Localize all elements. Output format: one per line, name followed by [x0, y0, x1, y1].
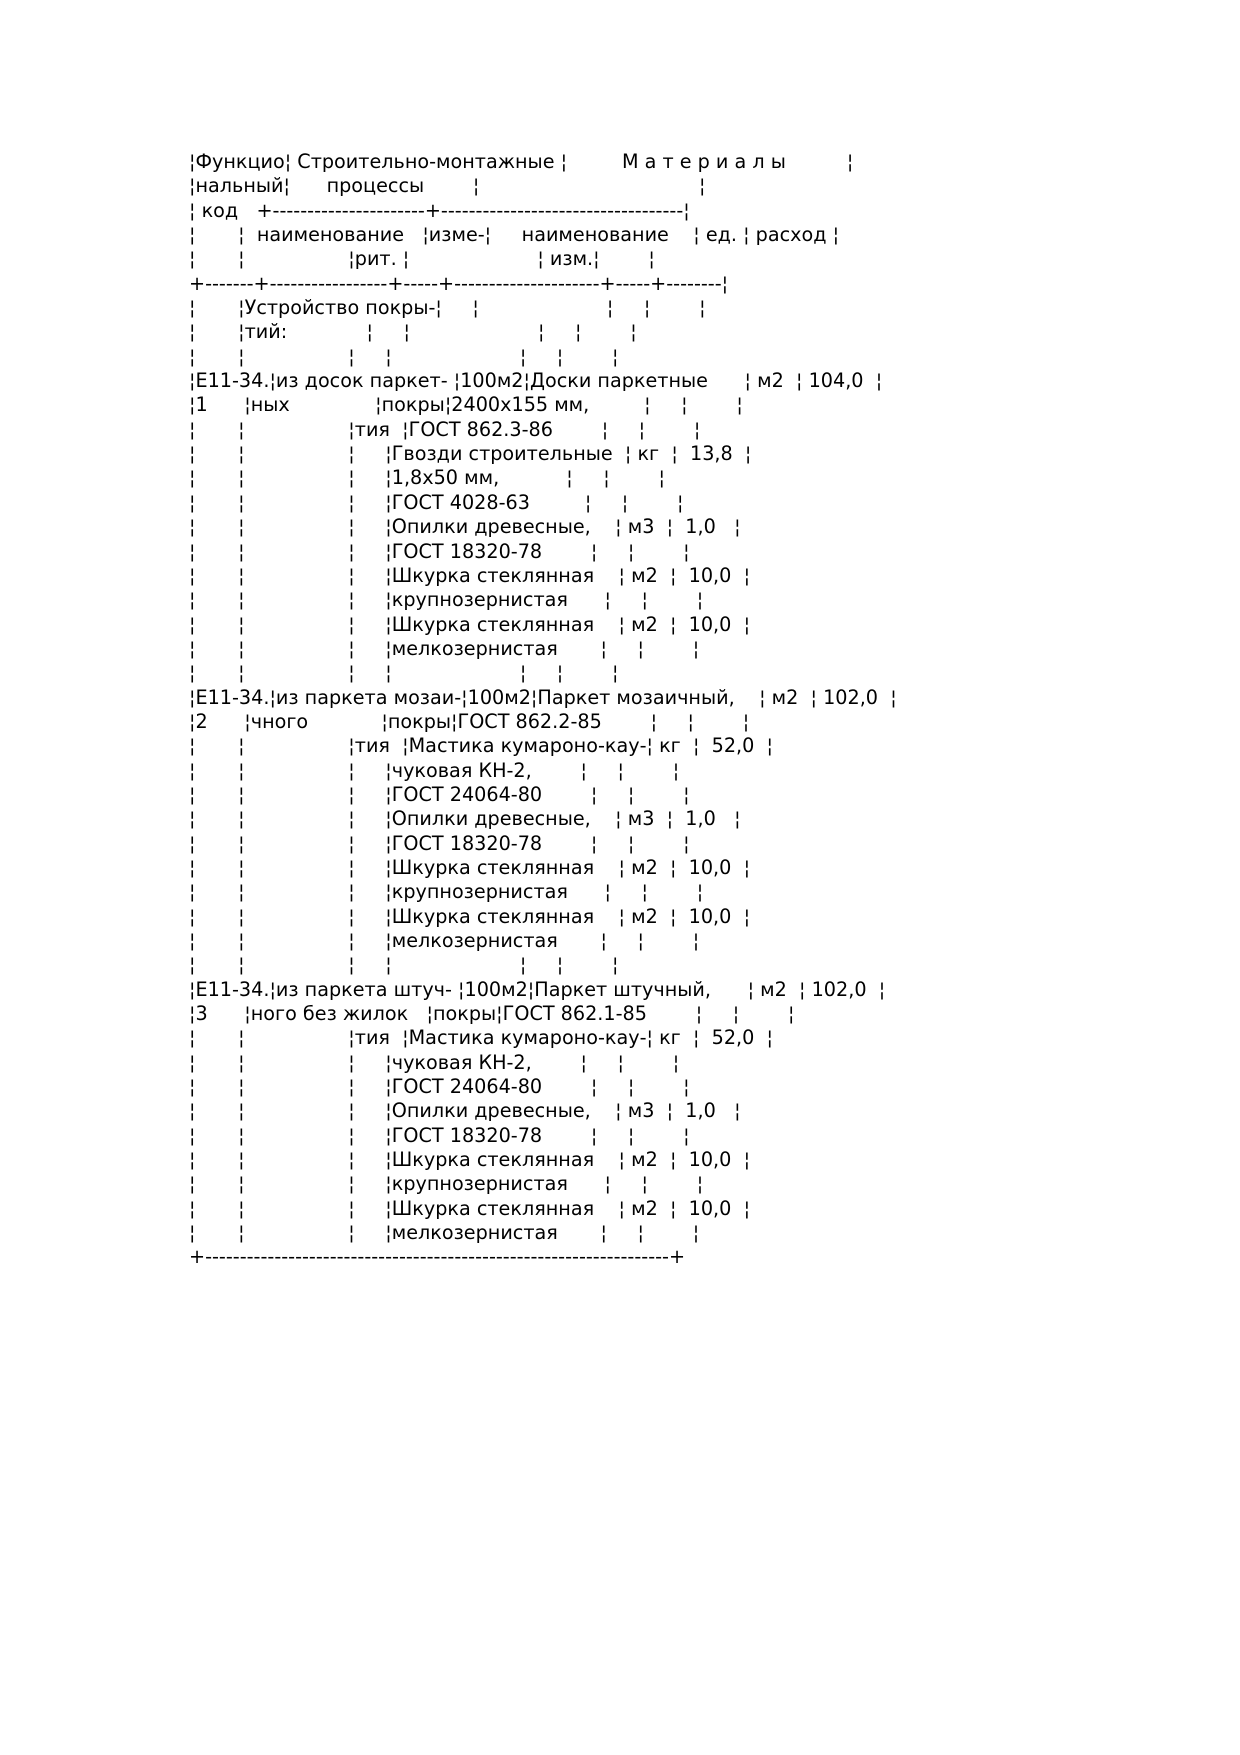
table-line: ¦ ¦ ¦ ¦ГОСТ 18320-78 ¦ ¦ ¦: [189, 831, 690, 855]
table-line: ¦ ¦ ¦ ¦ГОСТ 24064-80 ¦ ¦ ¦: [189, 782, 690, 806]
table-line: ¦ ¦ ¦ ¦мелкозернистая ¦ ¦ ¦: [189, 1221, 700, 1245]
table-line: ¦ ¦ ¦ ¦ГОСТ 4028-63 ¦ ¦ ¦: [189, 490, 684, 514]
table-line: ¦ ¦ ¦ ¦ ¦ ¦ ¦: [189, 953, 619, 977]
table-line: ¦ ¦ ¦тия ¦ГОСТ 862.3-86 ¦ ¦ ¦: [189, 417, 701, 441]
table-line: ¦ ¦ ¦ ¦чуковая КН-2, ¦ ¦ ¦: [189, 1050, 680, 1074]
table-line: ¦ ¦ ¦ ¦ ¦ ¦ ¦: [189, 344, 619, 368]
table-line: ¦ ¦ ¦ ¦мелкозернистая ¦ ¦ ¦: [189, 929, 700, 952]
table-line: ¦3 ¦ного без жилок ¦покры¦ГОСТ 862.1-85 ¦ ¦ ¦: [189, 1002, 795, 1026]
table-line: ¦ ¦ ¦ ¦крупнозернистая ¦ ¦ ¦: [189, 1172, 704, 1196]
table-line: ¦ ¦ ¦ ¦Шкурка стеклянная ¦ м2 ¦ 10,0 ¦: [189, 563, 751, 587]
table-line: ¦ ¦ ¦ ¦Шкурка стеклянная ¦ м2 ¦ 10,0 ¦: [189, 904, 751, 928]
table-line: ¦Функцио¦ Строительно-монтажные ¦ М а т е р и а л ы ¦: [189, 150, 854, 173]
table-line: ¦ ¦ ¦тия ¦Мастика кумароно-кау-¦ кг ¦ 52,0 ¦: [189, 734, 773, 758]
table-line: ¦ ¦тий: ¦ ¦ ¦ ¦ ¦: [189, 320, 637, 344]
materials-table: [189, 150, 897, 1270]
table-line: ¦ ¦ ¦ ¦Гвозди строительные ¦ кг ¦ 13,8 ¦: [189, 442, 752, 466]
table-line: ¦ ¦ ¦ ¦Шкурка стеклянная ¦ м2 ¦ 10,0 ¦: [189, 1148, 751, 1172]
table-line: ¦ ¦ ¦ ¦ГОСТ 24064-80 ¦ ¦ ¦: [189, 1075, 690, 1099]
table-line: ¦ ¦ ¦тия ¦Мастика кумароно-кау-¦ кг ¦ 52,0 ¦: [189, 1026, 773, 1050]
table-line: ¦Е11-34.¦из досок паркет- ¦100м2¦Доски паркетные ¦ м2 ¦ 104,0 ¦: [189, 369, 883, 393]
table-line: ¦ ¦Устройство покры-¦ ¦ ¦ ¦ ¦: [189, 296, 706, 320]
table-line: ¦ код +----------------------+-----------------------------------¦: [189, 198, 690, 222]
table-line: ¦ ¦ ¦ ¦ГОСТ 18320-78 ¦ ¦ ¦: [189, 1123, 690, 1147]
table-line: ¦ ¦ ¦ ¦ ¦ ¦ ¦: [189, 661, 619, 685]
table-line: +-------+-----------------+-----+---------------------+-----+--------¦: [189, 271, 729, 295]
table-line: ¦Е11-34.¦из паркета мозаи-¦100м2¦Паркет мозаичный, ¦ м2 ¦ 102,0 ¦: [189, 685, 897, 709]
table-line: +-------------------------------------------------------------------+: [189, 1245, 686, 1269]
table-line: ¦ ¦ наименование ¦изме-¦ наименование ¦ ед. ¦ расход ¦: [189, 223, 840, 247]
table-line: ¦ ¦ ¦ ¦Шкурка стеклянная ¦ м2 ¦ 10,0 ¦: [189, 612, 751, 636]
table-line: ¦2 ¦чного ¦покры¦ГОСТ 862.2-85 ¦ ¦ ¦: [189, 709, 750, 733]
table-line: ¦Е11-34.¦из паркета штуч- ¦100м2¦Паркет штучный, ¦ м2 ¦ 102,0 ¦: [189, 977, 886, 1001]
table-line: ¦ ¦ ¦ ¦крупнозернистая ¦ ¦ ¦: [189, 588, 704, 612]
table-line: ¦1 ¦ных ¦покры¦2400х155 мм, ¦ ¦ ¦: [189, 393, 743, 417]
table-line: ¦ ¦ ¦ ¦ГОСТ 18320-78 ¦ ¦ ¦: [189, 539, 690, 563]
table-line: ¦ ¦ ¦рит. ¦ ¦ изм.¦ ¦: [189, 247, 655, 271]
table-line: ¦ ¦ ¦ ¦Шкурка стеклянная ¦ м2 ¦ 10,0 ¦: [189, 855, 751, 879]
table-line: ¦ ¦ ¦ ¦Опилки древесные, ¦ м3 ¦ 1,0 ¦: [189, 515, 741, 539]
table-line: ¦ ¦ ¦ ¦1,8х50 мм, ¦ ¦ ¦: [189, 466, 665, 490]
table-line: ¦ ¦ ¦ ¦Опилки древесные, ¦ м3 ¦ 1,0 ¦: [189, 807, 741, 831]
table-line: ¦ ¦ ¦ ¦Опилки древесные, ¦ м3 ¦ 1,0 ¦: [189, 1099, 741, 1123]
table-line: ¦ ¦ ¦ ¦мелкозернистая ¦ ¦ ¦: [189, 636, 700, 660]
table-line: ¦ ¦ ¦ ¦Шкурка стеклянная ¦ м2 ¦ 10,0 ¦: [189, 1196, 751, 1220]
table-line: ¦ ¦ ¦ ¦чуковая КН-2, ¦ ¦ ¦: [189, 758, 680, 782]
table-line: ¦ ¦ ¦ ¦крупнозернистая ¦ ¦ ¦: [189, 880, 704, 904]
table-line: ¦нальный¦ процессы ¦ ¦: [189, 174, 706, 198]
